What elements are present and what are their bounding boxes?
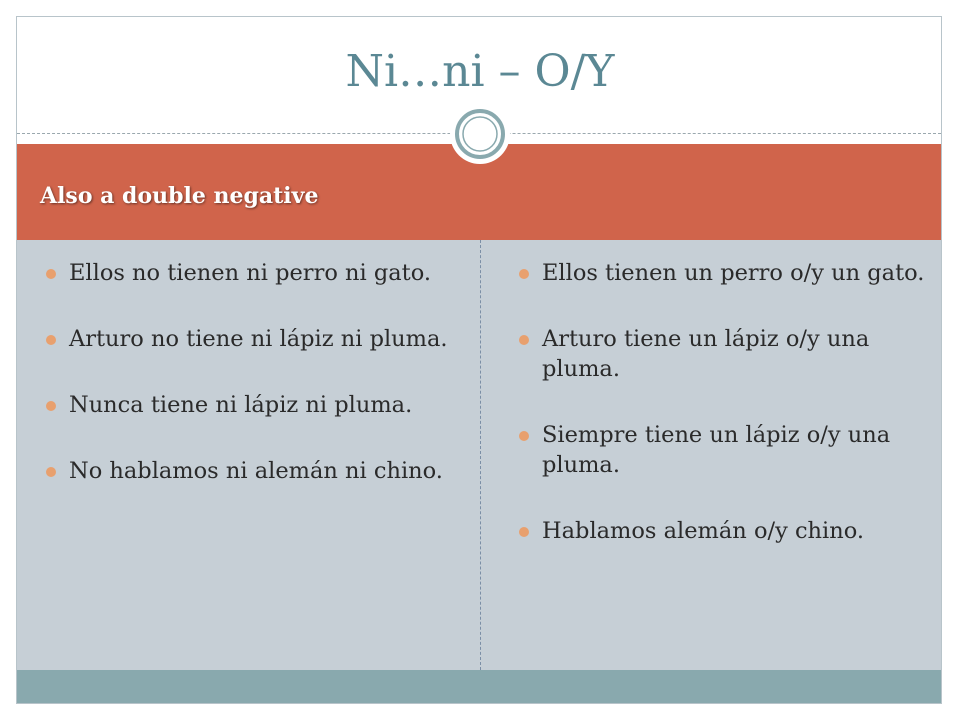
list-item bbox=[519, 420, 929, 480]
column-divider bbox=[480, 240, 481, 670]
slide-title: Ni…ni – O/Y bbox=[345, 46, 615, 97]
list-item bbox=[519, 324, 929, 384]
bullet-icon bbox=[519, 431, 529, 441]
list-item-text: Ellos no tienen ni perro ni gato. bbox=[69, 260, 432, 286]
bullet-icon bbox=[519, 269, 529, 279]
bullet-icon bbox=[46, 269, 56, 279]
list-item-text: Nunca tiene ni lápiz ni pluma. bbox=[69, 392, 413, 418]
list-item-text: Ellos tienen un perro o/y un gato. bbox=[542, 260, 925, 286]
list-item-text: No hablamos ni alemán ni chino. bbox=[69, 458, 443, 484]
left-column-list bbox=[46, 258, 456, 522]
list-item bbox=[519, 516, 929, 546]
list-item bbox=[519, 258, 929, 288]
bullet-icon bbox=[519, 527, 529, 537]
section-subheader: Also a double negative bbox=[40, 183, 319, 209]
list-item-text: Arturo tiene un lápiz o/y una pluma. bbox=[542, 326, 870, 382]
bullet-icon bbox=[46, 467, 56, 477]
list-item bbox=[46, 258, 456, 288]
bullet-icon bbox=[46, 401, 56, 411]
list-item bbox=[46, 324, 456, 354]
bullet-icon bbox=[519, 335, 529, 345]
list-item bbox=[46, 456, 456, 486]
list-item-text: Arturo no tiene ni lápiz ni pluma. bbox=[69, 326, 448, 352]
circle-ornament-icon bbox=[449, 103, 511, 165]
bullet-icon bbox=[46, 335, 56, 345]
footer-band bbox=[17, 670, 941, 703]
right-column-list bbox=[519, 258, 929, 582]
list-item-text: Hablamos alemán o/y chino. bbox=[542, 518, 865, 544]
list-item bbox=[46, 390, 456, 420]
list-item-text: Siempre tiene un lápiz o/y una pluma. bbox=[542, 422, 891, 478]
